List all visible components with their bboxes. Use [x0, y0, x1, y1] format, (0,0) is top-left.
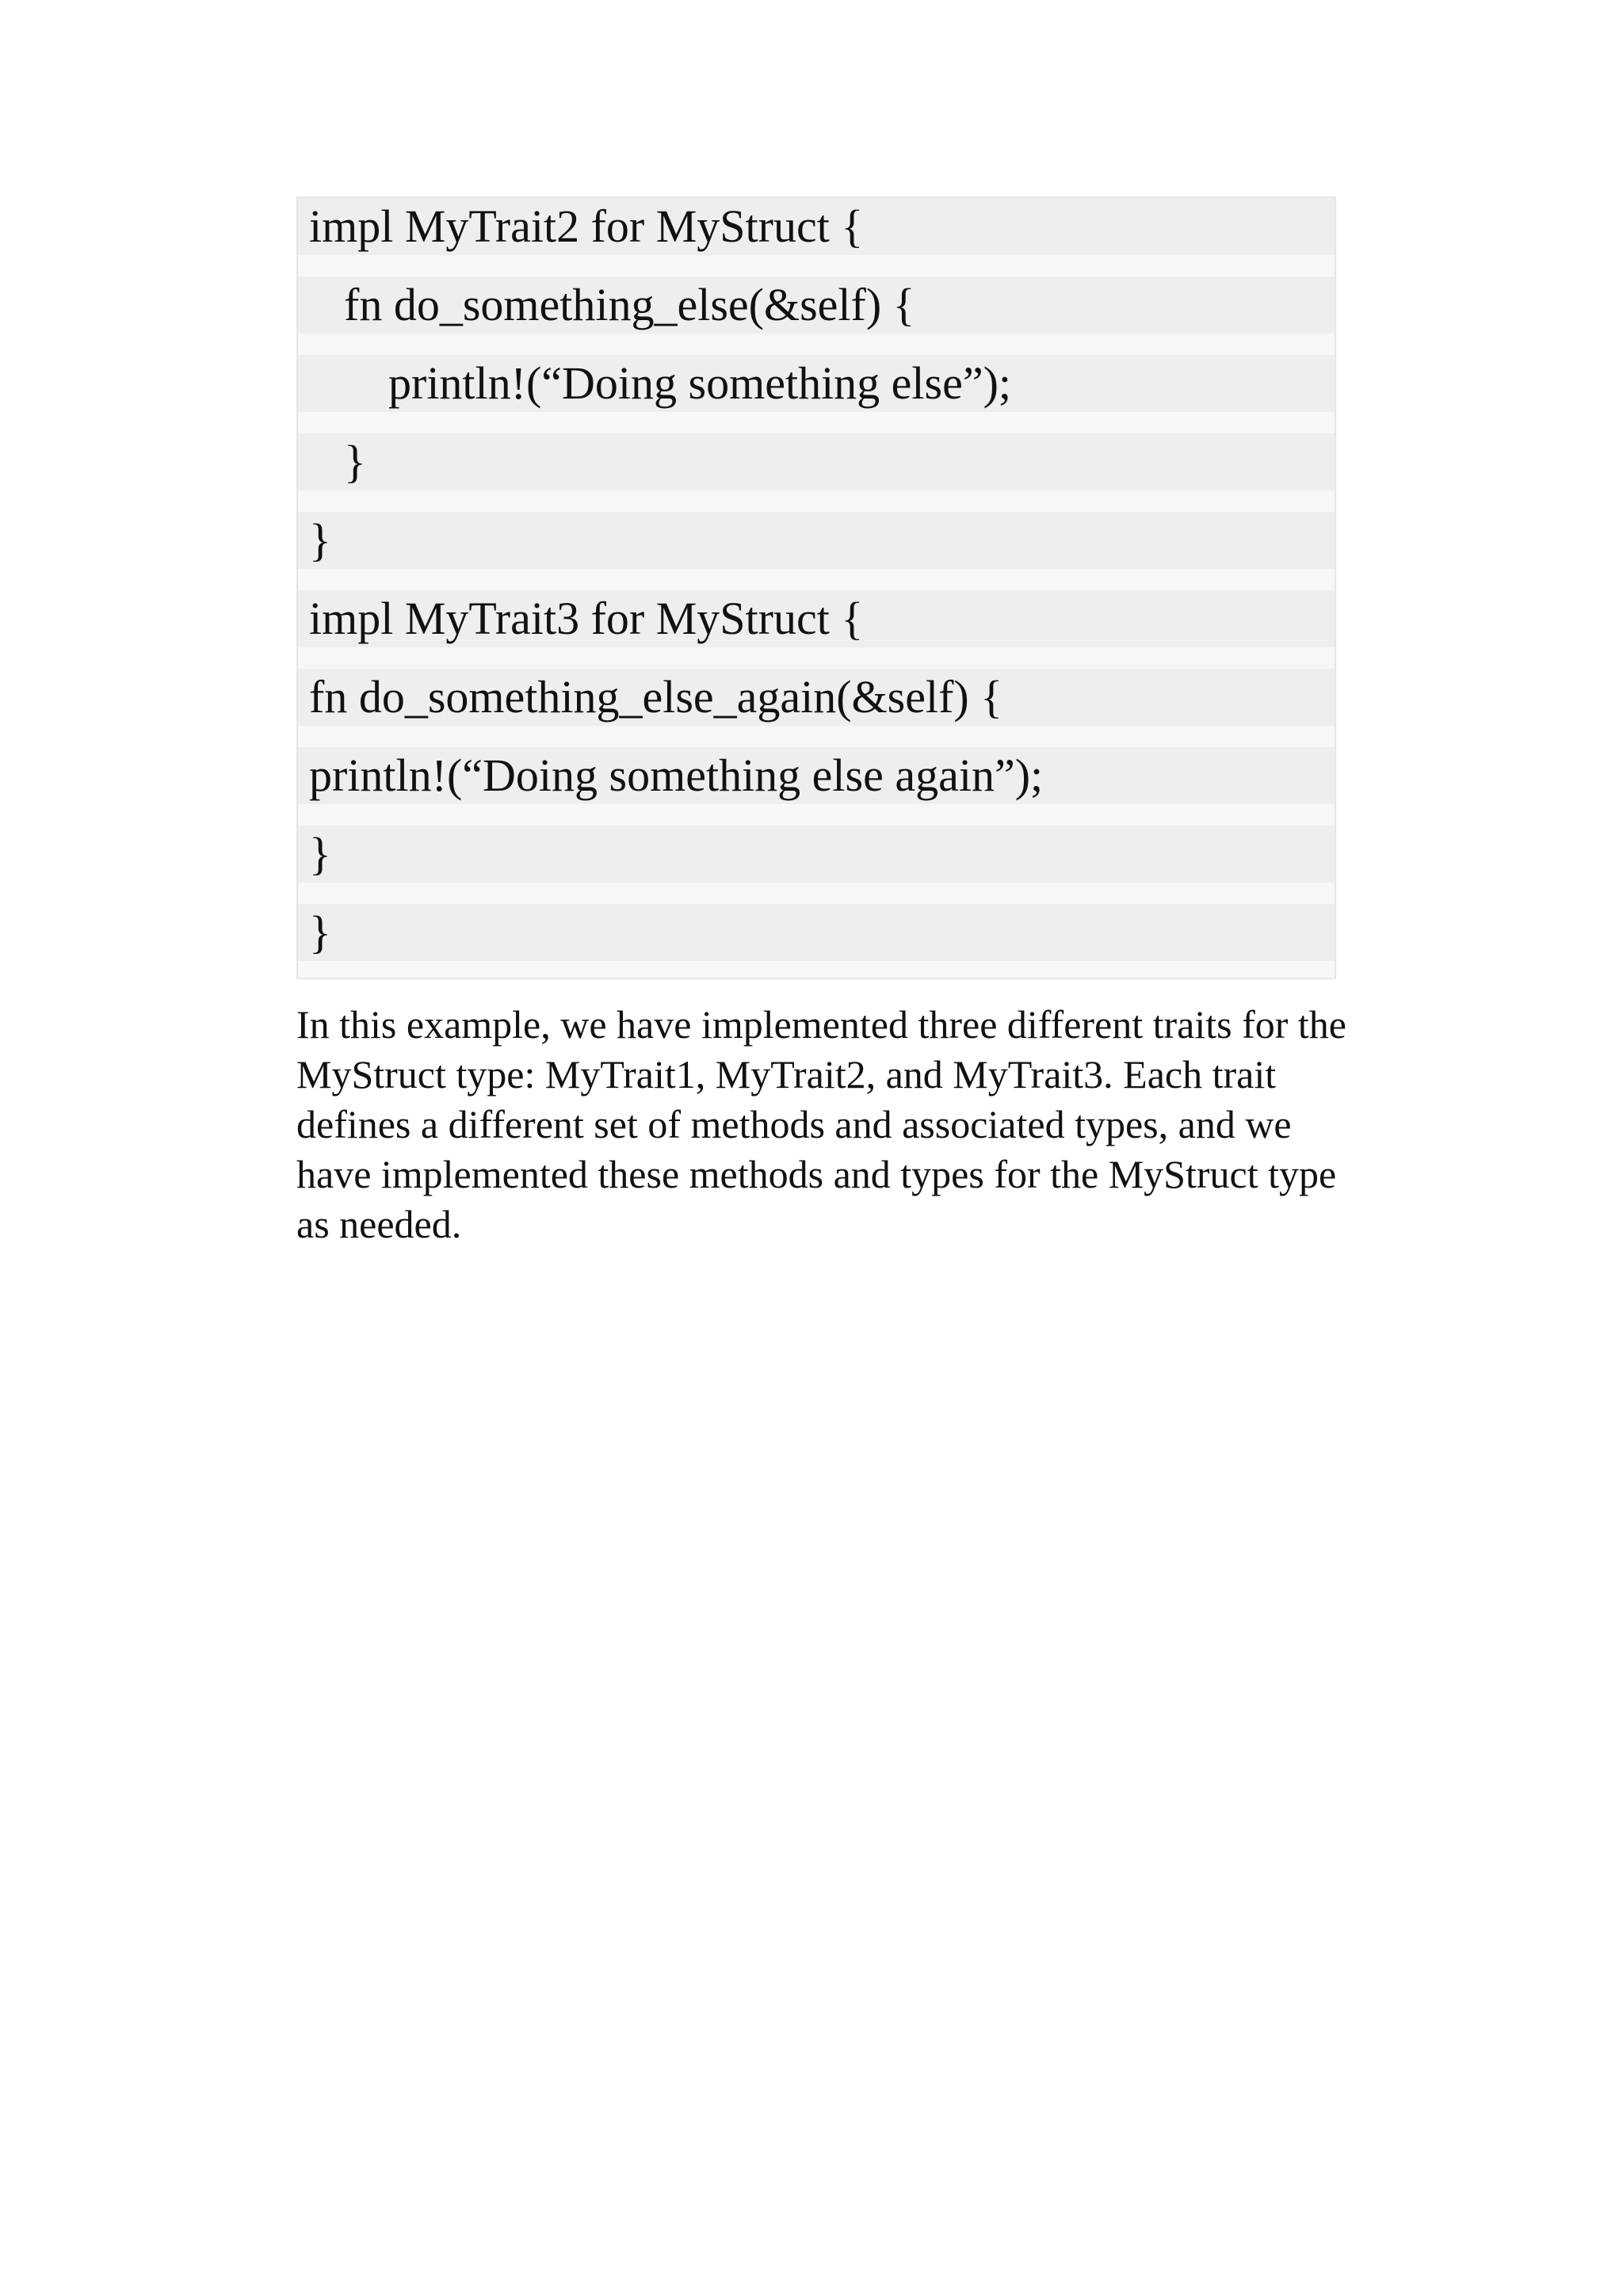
code-line-8: println!(“Doing something else again”); [298, 747, 1335, 804]
code-block [296, 196, 1336, 979]
code-line-3: println!(“Doing something else”); [298, 355, 1335, 412]
code-line-6: impl MyTrait3 for MyStruct { [298, 590, 1335, 647]
code-line-5: } [298, 512, 1335, 569]
code-line-9: } [298, 826, 1335, 883]
code-line-2: fn do_something_else(&self) { [298, 277, 1335, 334]
description-paragraph: In this example, we have implemented three different traits for the MyStruct type: MyTrait1, MyTrait2, and MyTrait3. Each trait defines a different set of methods and associated types, and we have implemented these methods and types for the MyStruct type as needed. [296, 1002, 1346, 1246]
code-line-1: impl MyTrait2 for MyStruct { [298, 198, 1335, 255]
code-line-4: } [298, 433, 1335, 490]
code-line-7: fn do_something_else_again(&self) { [298, 669, 1335, 726]
code-line-10: } [298, 904, 1335, 961]
